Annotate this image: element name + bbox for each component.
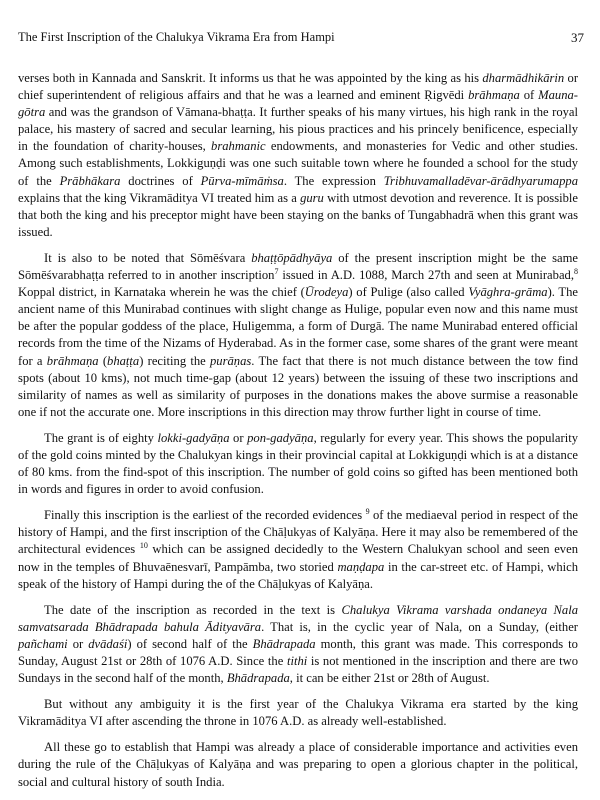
italic-term: dvādaśi bbox=[88, 636, 128, 651]
text-run: Finally this inscription is the earliest of the recorded evidences bbox=[44, 508, 366, 523]
text-run: of the present inscription might be the same Sōmēśvarabhaṭṭa referred to in another inscription bbox=[18, 250, 578, 283]
paragraph bbox=[18, 70, 578, 241]
footnote-marker: 7 bbox=[274, 266, 279, 276]
text-run: . That is, in the cyclic year of Nala, on a Sunday, (either bbox=[261, 619, 578, 634]
italic-term: Ūrodeya bbox=[304, 285, 349, 300]
footnote-marker: 9 bbox=[365, 507, 370, 517]
text-run: The grant is of eighty bbox=[44, 430, 158, 445]
text-run: Koppal district, in Karnataka wherein he was the chief ( bbox=[18, 285, 305, 300]
text-run: is not mentioned in the inscription and there are two Sundays in the second half of the month, bbox=[18, 654, 578, 686]
paragraph bbox=[18, 739, 578, 790]
text-run: in the car-street etc. of Hampi, which speak of the history of Hampi during the of the Chāḷukyas of Kalyāṇa. bbox=[18, 559, 578, 591]
footnote-marker: 8 bbox=[573, 266, 578, 276]
italic-term: brāhmaṇa bbox=[46, 353, 99, 368]
italic-term: lokki-gadyāṇa bbox=[157, 430, 230, 445]
text-run: with utmost devotion and reverence. It is possible that both the king and his preceptor might have been staying on the banks of Tungabhadrā when this grant was issued. bbox=[18, 190, 578, 239]
text-run: . The fact that there is not much distance between the tow find spots (about 10 kms), not much time-gap (about 12 years) between the issuing of these two inscriptions and similarity of names as well as similarity of purposes in the donations makes the above surmise a reasonable one if not the accurate one. More inscriptions in this direction may throw further light in course of time. bbox=[18, 353, 578, 419]
paragraph bbox=[18, 696, 578, 730]
text-run: ). The ancient name of this Munirabad continues with slight change as Hulige, popular even now and this name must be after the popular goddess of the place, Huligemma, a form of Durgā. The name Munirabad entered official records from the time of the Nizams of Hyderabad. As in the former case, some shares of the grant were meant for a bbox=[18, 285, 578, 368]
page-number: 37 bbox=[571, 30, 584, 45]
text-run: which can be assigned decidedly to the Western Chalukyan school and seen even now in the temples of Bhuvaēnesvarī, Pampāmba, two storied bbox=[18, 542, 578, 574]
italic-term: pon-gadyāṇa bbox=[247, 430, 314, 445]
text-run: ( bbox=[98, 353, 108, 368]
italic-term: Prābhākara bbox=[59, 173, 121, 188]
running-header bbox=[18, 30, 584, 46]
paragraph bbox=[18, 250, 578, 421]
text-run: All these go to establish that Hampi was already a place of considerable importance and activities even during the rule of the Chāḷukyas of Kalyāṇa and was preparing to open a glorious chapter in the political, social and cultural history of south India. bbox=[18, 740, 578, 789]
text-run: verses both in Kannada and Sanskrit. It informs us that he was appointed by the king as his bbox=[18, 71, 483, 85]
text-run: doctrines of bbox=[120, 173, 201, 188]
italic-term: guru bbox=[300, 190, 324, 205]
text-run: or bbox=[67, 636, 89, 651]
italic-term: tithi bbox=[286, 654, 308, 668]
italic-term: pañchami bbox=[18, 636, 68, 651]
paragraph bbox=[18, 602, 578, 687]
italic-term: Tribhuvamalladēvar-ārādhyarumappa bbox=[383, 173, 578, 188]
italic-term: bhaṭṭōpādhyāya bbox=[251, 250, 333, 265]
footnote-marker: 10 bbox=[139, 541, 148, 551]
text-run: and was the grandson of Vāmana-bhaṭṭa. It further speaks of his many virtues, his high rank in the royal palace, his mastery of sacred and secular learning, his pious practices and his princely benificence, especially in the foundation of charity-houses, bbox=[18, 105, 578, 154]
text-run: or chief superintendent of religious affairs and that he was a learned and eminent Ṛigvēdi bbox=[18, 71, 579, 103]
body-text bbox=[18, 70, 578, 800]
text-run: explains that the king Vikramāditya VI treated him as a bbox=[18, 190, 301, 205]
text-run: But without any ambiguity it is the first year of the Chalukya Vikrama era started by the king Vikramāditya VI after ascending the throne in 1076 A.D. as already well-established. bbox=[18, 697, 578, 729]
text-run: ) reciting the bbox=[139, 353, 210, 368]
text-run: issued in A.D. 1088, March 27th and seen at Munirabad, bbox=[278, 268, 574, 283]
text-run: of the mediaeval period in respect of the history of Hampi, and the first inscription of the Chāḷukyas of Kalyāṇa. Here it may also be remembered of the architectural evidences bbox=[18, 508, 578, 557]
text-run: . The expression bbox=[283, 173, 384, 188]
italic-term: bhaṭṭa bbox=[107, 353, 140, 368]
text-run: month, this grant was made. This corresponds to Sunday, August 21st or 28th of 1076 A.D. Since the bbox=[18, 636, 578, 668]
italic-term: maṇḍapa bbox=[337, 559, 385, 574]
italic-term: purāṇas bbox=[210, 353, 252, 368]
italic-term: brāhmaṇa bbox=[468, 88, 520, 103]
paragraph bbox=[18, 430, 578, 498]
text-run: , regularly for every year. This shows the popularity of the gold coins minted by the Chalukyan kings in their provincial capital at Lokkiguṇḍi which is at a distance of 80 kms. from the find-spot of this inscription. The number of gold coins so gifted has been mentioned both in words and figures in order to avoid confusion. bbox=[18, 430, 578, 497]
text-run: endowments, and monasteries for Vedic and other studies. Among such establishments, Lokkiguṇḍi was one such suitable town where he founded a school for the study of the bbox=[18, 139, 578, 188]
italic-term: brahmanic bbox=[211, 139, 266, 154]
italic-term: Bhādrapada bbox=[252, 636, 316, 651]
paragraph bbox=[18, 507, 578, 592]
text-run: or bbox=[229, 430, 248, 445]
text-run: , it can be either 21st or 28th of August. bbox=[289, 671, 490, 686]
text-run: The date of the inscription as recorded in the text is bbox=[44, 602, 342, 617]
text-run: ) of second half of the bbox=[127, 636, 253, 651]
italic-term: Bhādrapada bbox=[226, 671, 290, 686]
italic-term: Vyāghra-grāma bbox=[468, 285, 548, 300]
running-title: The First Inscription of the Chalukya Vikrama Era from Hampi bbox=[18, 30, 335, 44]
text-run: ) of Pulige (also called bbox=[348, 285, 469, 300]
italic-term: dharmādhikārin bbox=[482, 71, 565, 85]
italic-term: Pūrva-mīmāṁsa bbox=[200, 173, 284, 188]
italic-term: Mauna-gōtra bbox=[18, 88, 578, 120]
text-run: It is also to be noted that Sōmēśvara bbox=[44, 250, 252, 265]
italic-term: Chalukya Vikrama varshada ondaneya Nala samvatsarada Bhādrapada bahula Ādityavāra bbox=[18, 602, 579, 634]
text-run: of bbox=[519, 88, 539, 103]
